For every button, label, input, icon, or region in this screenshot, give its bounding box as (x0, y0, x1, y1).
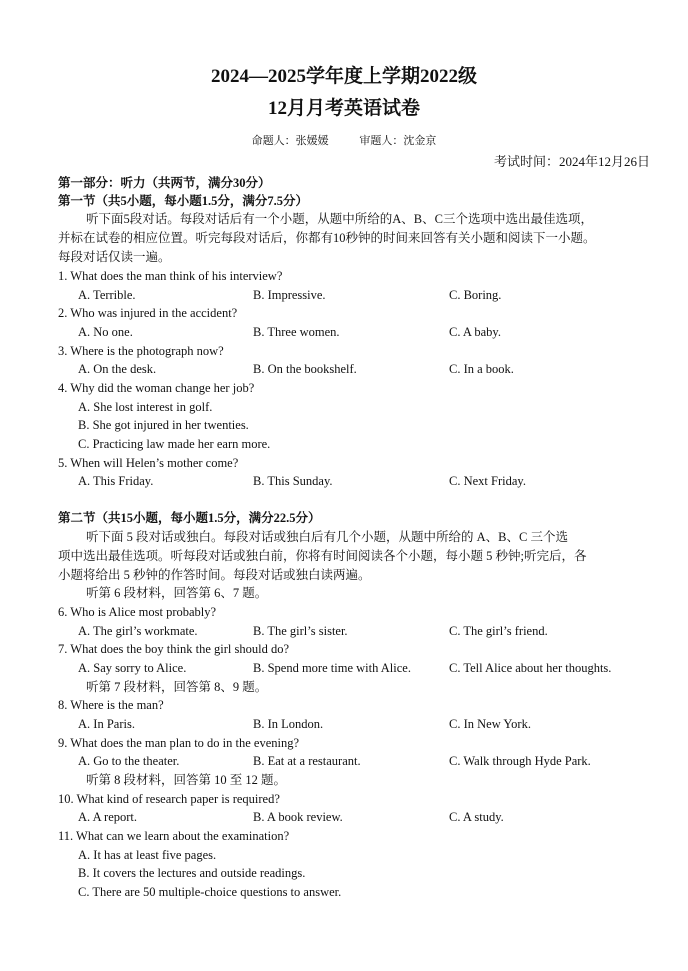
q7-option-a: A. Say sorry to Alice. (78, 661, 187, 675)
q4-option-b: B. She got injured in her twenties. (78, 418, 249, 432)
author-name: 命题人：张媛媛 (251, 135, 329, 147)
q3-option-a: A. On the desk. (78, 362, 157, 376)
question-3: 3. Where is the photograph now? (58, 344, 224, 358)
question-9: 9. What does the man plan to do in the evening? (58, 736, 300, 750)
exam-time: 考试时间：2024年12月26日 (493, 154, 650, 169)
q9-option-b: B. Eat at a restaurant. (253, 754, 361, 768)
q1-option-a: A. Terrible. (78, 288, 136, 302)
q2-option-a: A. No one. (78, 325, 133, 339)
q4-option-a: A. She lost interest in golf. (78, 400, 213, 414)
q5-option-a: A. This Friday. (78, 474, 154, 488)
q7-option-c: C. Tell Alice about her thoughts. (449, 661, 612, 675)
question-1: 1. What does the man think of his interview? (58, 269, 283, 283)
reviewer-name: 审题人：沈金京 (359, 135, 437, 147)
q3-option-c: C. In a book. (449, 362, 514, 376)
q9-option-c: C. Walk through Hyde Park. (449, 754, 591, 768)
section2-instruction-3: 小题将给出 5 秒钟的作答时间。每段对话或独白读两遍。 (58, 568, 371, 582)
section1-instruction-2: 并标在试卷的相应位置。听完每段对话后，你都有10秒钟的时间来回答有关小题和阅读下一小题。 (58, 231, 596, 245)
section1-instruction-3: 每段对话仅读一遍。 (58, 250, 171, 264)
q4-option-c: C. Practicing law made her earn more. (78, 437, 271, 451)
q9-option-a: A. Go to the theater. (78, 754, 180, 768)
q10-option-a: A. A report. (78, 810, 138, 824)
part1-heading: 第一部分：听力（共两节，满分30分） (58, 176, 271, 190)
exam-title-line2: 12月月考英语试卷 (267, 98, 420, 119)
q11-option-a: A. It has at least five pages. (78, 848, 217, 862)
question-5: 5. When will Helen’s mother come? (58, 456, 239, 470)
exam-title-line1: 2024—2025学年度上学期2022级 (210, 66, 477, 87)
q11-option-b: B. It covers the lectures and outside readings. (78, 866, 306, 880)
section1-heading: 第一节（共5小题，每小题1.5分，满分7.5分） (58, 194, 309, 208)
question-6: 6. Who is Alice most probably? (58, 605, 217, 619)
section2-heading: 第二节（共15小题，每小题1.5分，满分22.5分） (58, 511, 321, 525)
q1-option-c: C. Boring. (449, 288, 502, 302)
q11-option-c: C. There are 50 multiple-choice questions to answer. (78, 885, 342, 899)
material-8-note: 听第 8 段材料，回答第 10 至 12 题。 (86, 773, 287, 787)
q6-option-b: B. The girl’s sister. (253, 624, 348, 638)
q1-option-b: B. Impressive. (253, 288, 326, 302)
section2-instruction-1: 听下面 5 段对话或独白。每段对话或独白后有几个小题，从题中所给的 A、B、C 三个选 (86, 530, 568, 544)
q10-option-b: B. A book review. (253, 810, 343, 824)
q2-option-b: B. Three women. (253, 325, 340, 339)
section2-instruction-2: 项中选出最佳选项。听每段对话或独白前，你将有时间阅读各个小题，每小题 5 秒钟;听完后，各 (58, 549, 587, 563)
q2-option-c: C. A baby. (449, 325, 501, 339)
q5-option-b: B. This Sunday. (253, 474, 333, 488)
q8-option-b: B. In London. (253, 717, 324, 731)
q8-option-c: C. In New York. (449, 717, 531, 731)
question-4: 4. Why did the woman change her job? (58, 381, 255, 395)
question-11: 11. What can we learn about the examination? (58, 829, 290, 843)
q5-option-c: C. Next Friday. (449, 474, 526, 488)
authors-line (0, 133, 688, 149)
material-7-note: 听第 7 段材料，回答第 8、9 题。 (86, 680, 268, 694)
material-6-note: 听第 6 段材料，回答第 6、7 题。 (86, 586, 268, 600)
question-8: 8. Where is the man? (58, 698, 164, 712)
q6-option-a: A. The girl’s workmate. (78, 624, 198, 638)
q6-option-c: C. The girl’s friend. (449, 624, 548, 638)
question-2: 2. Who was injured in the accident? (58, 306, 238, 320)
q3-option-b: B. On the bookshelf. (253, 362, 357, 376)
section1-instruction-1: 听下面5段对话。每段对话后有一个小题，从题中所给的A、B、C三个选项中选出最佳选项， (86, 212, 593, 226)
question-10: 10. What kind of research paper is required? (58, 792, 280, 806)
question-7: 7. What does the boy think the girl should do? (58, 642, 289, 656)
q7-option-b: B. Spend more time with Alice. (253, 661, 411, 675)
q10-option-c: C. A study. (449, 810, 504, 824)
q8-option-a: A. In Paris. (78, 717, 135, 731)
